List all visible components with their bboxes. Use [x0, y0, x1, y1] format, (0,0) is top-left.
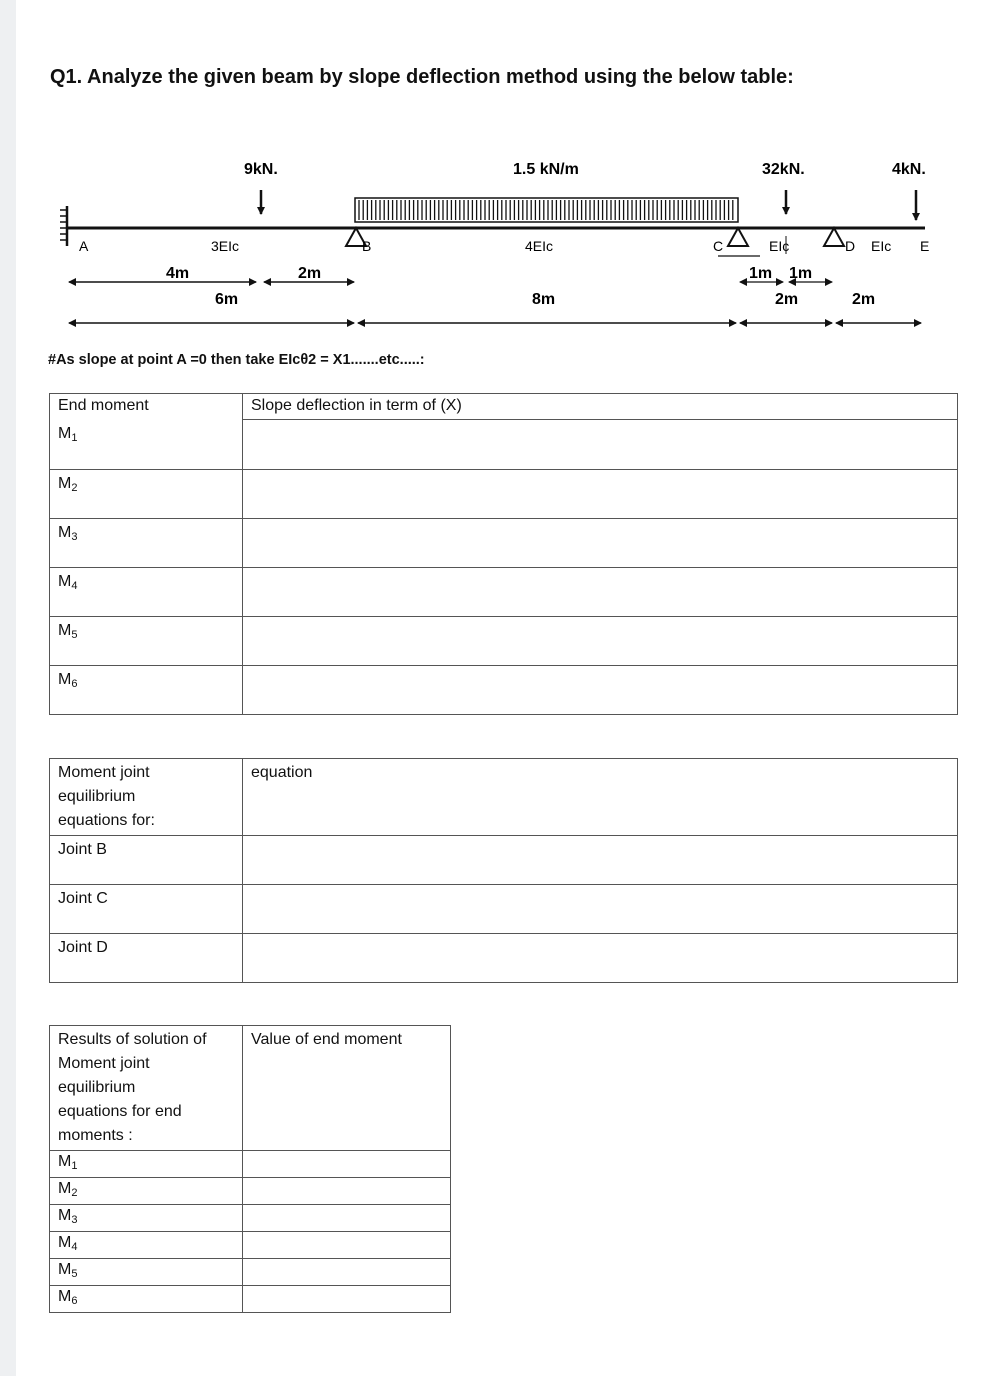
dim-label-2m-de: 2m	[852, 291, 876, 308]
table2-header-row	[50, 759, 958, 836]
table-row	[50, 1232, 451, 1259]
slope-deflection-cell[interactable]	[243, 617, 958, 666]
load-label-9kn: 9kN.	[244, 161, 278, 178]
pin-support-c	[728, 228, 748, 246]
point-label-d: D	[845, 238, 856, 254]
load-label-udl: 1.5 kN/m	[513, 161, 579, 178]
udl-block	[355, 198, 738, 222]
pin-support-d	[824, 228, 844, 246]
joint-label-d: Joint D	[50, 934, 243, 983]
table-row	[50, 617, 958, 666]
table-row	[50, 1178, 451, 1205]
point-label-b: B	[362, 238, 372, 254]
slope-deflection-cell[interactable]	[243, 519, 958, 568]
equation-cell[interactable]	[243, 836, 958, 885]
table-row	[50, 885, 958, 934]
result-moment-label: $M_1$	[50, 1151, 243, 1178]
point-label-c: C	[713, 238, 724, 254]
result-moment-label: $M_3$	[50, 1205, 243, 1232]
joint-label-c: Joint C	[50, 885, 243, 934]
result-value-cell[interactable]	[243, 1151, 451, 1178]
slope-deflection-cell[interactable]	[243, 470, 958, 519]
table-row	[50, 519, 958, 568]
end-moment-label: $M_3$	[50, 519, 243, 568]
result-value-cell[interactable]	[243, 1205, 451, 1232]
load-label-4kn: 4kN.	[892, 161, 926, 178]
results-table	[49, 1025, 451, 1313]
point-label-e: E	[920, 238, 930, 254]
fixed-support-a	[60, 206, 67, 246]
table-row	[50, 1151, 451, 1178]
result-moment-label: $M_6$	[50, 1286, 243, 1313]
equation-cell[interactable]	[243, 885, 958, 934]
end-moment-label: $M_6$	[50, 666, 243, 715]
table3-col1-header: Results of solution of Moment joint equilibrium equations for end moments :	[50, 1026, 243, 1151]
table-row	[50, 568, 958, 617]
beam-diagram	[0, 0, 1000, 340]
dim-label-8m: 8m	[532, 291, 556, 308]
instruction-note: #As slope at point A =0 then take EIcθ2 = X1.......etc.....:	[48, 352, 425, 368]
slope-deflection-cell[interactable]	[243, 420, 958, 470]
table-row	[50, 1259, 451, 1286]
result-value-cell[interactable]	[243, 1232, 451, 1259]
dim-label-2m-cd: 2m	[775, 291, 799, 308]
table1-col1-header: End moment	[50, 394, 243, 420]
table3-header-row	[50, 1026, 451, 1151]
end-moment-label: $M_1$	[50, 420, 243, 470]
question-title: Q1. Analyze the given beam by slope deflection method using the below table:	[50, 66, 794, 88]
end-moment-table	[49, 393, 958, 715]
dim-label-2m-p1-b: 2m	[298, 265, 322, 282]
table-row	[50, 666, 958, 715]
table1-header-row	[50, 394, 958, 420]
table-row	[50, 1286, 451, 1313]
result-value-cell[interactable]	[243, 1259, 451, 1286]
table-row	[50, 420, 958, 470]
table-row	[50, 934, 958, 983]
joint-equilibrium-table	[49, 758, 958, 983]
load-label-32kn: 32kN.	[762, 161, 805, 178]
end-moment-label: $M_4$	[50, 568, 243, 617]
end-moment-label: $M_5$	[50, 617, 243, 666]
dim-label-4m: 4m	[166, 265, 190, 282]
table2-col1-header: Moment joint equilibrium equations for:	[50, 759, 243, 836]
point-label-a: A	[79, 238, 89, 254]
table2-col2-header: equation	[243, 759, 958, 836]
stiffness-cd: EIc	[769, 238, 790, 254]
joint-label-b: Joint B	[50, 836, 243, 885]
equation-cell[interactable]	[243, 934, 958, 983]
dim-label-6m: 6m	[215, 291, 239, 308]
end-moment-label: $M_2$	[50, 470, 243, 519]
result-moment-label: $M_5$	[50, 1259, 243, 1286]
stiffness-de: EIc	[871, 238, 892, 254]
table1-col2-header: Slope deflection in term of (X)	[243, 394, 958, 420]
result-moment-label: $M_2$	[50, 1178, 243, 1205]
result-moment-label: $M_4$	[50, 1232, 243, 1259]
table3-col2-header: Value of end moment	[243, 1026, 451, 1151]
table-row	[50, 836, 958, 885]
result-value-cell[interactable]	[243, 1286, 451, 1313]
table-row	[50, 470, 958, 519]
stiffness-bc: 4EIc	[525, 238, 554, 254]
dim-label-1m-right: 1m	[789, 265, 813, 282]
dim-label-1m-left: 1m	[749, 265, 773, 282]
slope-deflection-cell[interactable]	[243, 666, 958, 715]
result-value-cell[interactable]	[243, 1178, 451, 1205]
slope-deflection-cell[interactable]	[243, 568, 958, 617]
stiffness-ab: 3EIc	[211, 238, 240, 254]
table-row	[50, 1205, 451, 1232]
